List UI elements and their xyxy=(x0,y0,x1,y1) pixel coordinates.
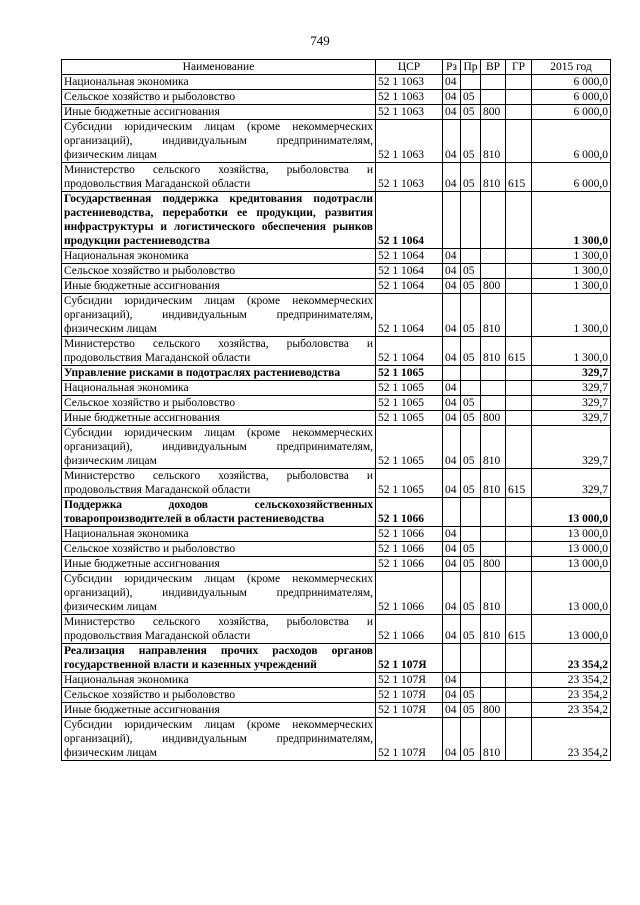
cell-vr xyxy=(481,366,506,381)
cell-rz: 04 xyxy=(443,105,461,120)
cell-rz: 04 xyxy=(443,469,461,498)
cell-rz: 04 xyxy=(443,542,461,557)
cell-vr: 810 xyxy=(481,163,506,192)
cell-pr xyxy=(461,366,481,381)
cell-pr: 05 xyxy=(461,542,481,557)
budget-table xyxy=(61,59,611,761)
cell-csr: 52 1 1063 xyxy=(376,105,443,120)
cell-csr: 52 1 1065 xyxy=(376,469,443,498)
table-header-row xyxy=(62,60,611,75)
cell-pr: 05 xyxy=(461,279,481,294)
table-row xyxy=(62,294,611,337)
cell-amount: 1 300,0 xyxy=(532,249,611,264)
cell-vr xyxy=(481,644,506,673)
table-row xyxy=(62,249,611,264)
cell-csr: 52 1 1066 xyxy=(376,615,443,644)
cell-name: Субсидии юридическим лицам (кроме некоммерческих организаций), индивидуальным предпринимателям, физическим лицам xyxy=(62,294,376,337)
cell-pr: 05 xyxy=(461,469,481,498)
cell-name: Национальная экономика xyxy=(62,75,376,90)
cell-vr: 810 xyxy=(481,426,506,469)
cell-pr: 05 xyxy=(461,615,481,644)
cell-csr: 52 1 1066 xyxy=(376,572,443,615)
table-row xyxy=(62,264,611,279)
cell-gr xyxy=(506,264,532,279)
cell-csr: 52 1 1064 xyxy=(376,294,443,337)
cell-pr: 05 xyxy=(461,718,481,761)
cell-amount: 329,7 xyxy=(532,381,611,396)
cell-rz: 04 xyxy=(443,426,461,469)
cell-amount: 23 354,2 xyxy=(532,673,611,688)
cell-amount: 13 000,0 xyxy=(532,542,611,557)
cell-name: Иные бюджетные ассигнования xyxy=(62,279,376,294)
cell-amount: 329,7 xyxy=(532,469,611,498)
cell-pr xyxy=(461,249,481,264)
table-row xyxy=(62,90,611,105)
cell-gr xyxy=(506,396,532,411)
cell-pr xyxy=(461,644,481,673)
cell-gr xyxy=(506,192,532,249)
table-row xyxy=(62,120,611,163)
table-row xyxy=(62,527,611,542)
cell-amount: 6 000,0 xyxy=(532,90,611,105)
cell-gr xyxy=(506,105,532,120)
cell-gr: 615 xyxy=(506,337,532,366)
cell-pr: 05 xyxy=(461,105,481,120)
cell-gr xyxy=(506,249,532,264)
cell-vr: 810 xyxy=(481,469,506,498)
cell-gr xyxy=(506,673,532,688)
table-row xyxy=(62,498,611,527)
cell-csr: 52 1 107Я xyxy=(376,644,443,673)
cell-pr: 05 xyxy=(461,688,481,703)
cell-pr: 05 xyxy=(461,396,481,411)
cell-gr xyxy=(506,703,532,718)
cell-vr xyxy=(481,688,506,703)
cell-amount: 6 000,0 xyxy=(532,75,611,90)
cell-amount: 329,7 xyxy=(532,366,611,381)
cell-vr: 800 xyxy=(481,105,506,120)
cell-pr xyxy=(461,192,481,249)
cell-pr: 05 xyxy=(461,411,481,426)
table-row xyxy=(62,426,611,469)
cell-amount: 23 354,2 xyxy=(532,644,611,673)
cell-pr: 05 xyxy=(461,703,481,718)
table-row xyxy=(62,337,611,366)
cell-rz: 04 xyxy=(443,673,461,688)
cell-rz: 04 xyxy=(443,557,461,572)
cell-gr xyxy=(506,572,532,615)
cell-name: Поддержка доходов сельскохозяйственных товаропроизводителей в области растениеводства xyxy=(62,498,376,527)
cell-csr: 52 1 1065 xyxy=(376,426,443,469)
cell-pr: 05 xyxy=(461,90,481,105)
cell-name: Иные бюджетные ассигнования xyxy=(62,557,376,572)
cell-name: Управление рисками в подотраслях растениеводства xyxy=(62,366,376,381)
cell-pr: 05 xyxy=(461,572,481,615)
cell-vr xyxy=(481,264,506,279)
cell-rz: 04 xyxy=(443,294,461,337)
cell-pr: 05 xyxy=(461,426,481,469)
cell-vr: 800 xyxy=(481,411,506,426)
cell-rz: 04 xyxy=(443,264,461,279)
cell-gr xyxy=(506,718,532,761)
cell-vr xyxy=(481,249,506,264)
cell-name: Субсидии юридическим лицам (кроме некоммерческих организаций), индивидуальным предпринимателям, физическим лицам xyxy=(62,718,376,761)
cell-csr: 52 1 107Я xyxy=(376,703,443,718)
cell-rz: 04 xyxy=(443,703,461,718)
cell-pr: 05 xyxy=(461,264,481,279)
cell-rz: 04 xyxy=(443,527,461,542)
cell-gr xyxy=(506,381,532,396)
cell-vr: 810 xyxy=(481,120,506,163)
cell-csr: 52 1 1063 xyxy=(376,163,443,192)
table-row xyxy=(62,469,611,498)
cell-amount: 23 354,2 xyxy=(532,688,611,703)
cell-csr: 52 1 1066 xyxy=(376,498,443,527)
cell-rz: 04 xyxy=(443,75,461,90)
table-row xyxy=(62,688,611,703)
cell-rz: 04 xyxy=(443,718,461,761)
table-row xyxy=(62,192,611,249)
cell-rz: 04 xyxy=(443,120,461,163)
cell-vr xyxy=(481,673,506,688)
header-name: Наименование xyxy=(62,60,376,75)
table-row xyxy=(62,279,611,294)
cell-amount: 13 000,0 xyxy=(532,615,611,644)
table-row xyxy=(62,105,611,120)
cell-vr xyxy=(481,90,506,105)
cell-rz: 04 xyxy=(443,572,461,615)
cell-csr: 52 1 107Я xyxy=(376,688,443,703)
cell-csr: 52 1 1065 xyxy=(376,411,443,426)
cell-vr xyxy=(481,75,506,90)
cell-amount: 329,7 xyxy=(532,396,611,411)
cell-vr: 800 xyxy=(481,703,506,718)
table-row xyxy=(62,572,611,615)
cell-gr xyxy=(506,294,532,337)
table-row xyxy=(62,411,611,426)
cell-pr xyxy=(461,498,481,527)
cell-gr xyxy=(506,542,532,557)
cell-csr: 52 1 1065 xyxy=(376,396,443,411)
table-row xyxy=(62,703,611,718)
cell-name: Сельское хозяйство и рыболовство xyxy=(62,90,376,105)
cell-name: Субсидии юридическим лицам (кроме некоммерческих организаций), индивидуальным предпринимателям, физическим лицам xyxy=(62,572,376,615)
cell-csr: 52 1 1064 xyxy=(376,264,443,279)
cell-gr xyxy=(506,644,532,673)
cell-gr: 615 xyxy=(506,615,532,644)
cell-pr: 05 xyxy=(461,337,481,366)
cell-vr: 800 xyxy=(481,279,506,294)
cell-amount: 13 000,0 xyxy=(532,557,611,572)
cell-name: Министерство сельского хозяйства, рыболовства и продовольствия Магаданской области xyxy=(62,163,376,192)
header-csr: ЦСР xyxy=(376,60,443,75)
cell-pr: 05 xyxy=(461,294,481,337)
cell-vr: 800 xyxy=(481,557,506,572)
cell-gr xyxy=(506,557,532,572)
cell-rz: 04 xyxy=(443,249,461,264)
cell-gr: 615 xyxy=(506,469,532,498)
table-row xyxy=(62,615,611,644)
table-row xyxy=(62,718,611,761)
table-row xyxy=(62,542,611,557)
cell-gr xyxy=(506,527,532,542)
cell-amount: 6 000,0 xyxy=(532,105,611,120)
cell-gr xyxy=(506,411,532,426)
cell-name: Национальная экономика xyxy=(62,527,376,542)
table-row xyxy=(62,557,611,572)
cell-amount: 6 000,0 xyxy=(532,120,611,163)
cell-amount: 23 354,2 xyxy=(532,703,611,718)
cell-csr: 52 1 1064 xyxy=(376,279,443,294)
cell-name: Министерство сельского хозяйства, рыболовства и продовольствия Магаданской области xyxy=(62,337,376,366)
cell-rz: 04 xyxy=(443,90,461,105)
cell-csr: 52 1 1063 xyxy=(376,90,443,105)
cell-name: Национальная экономика xyxy=(62,249,376,264)
table-row xyxy=(62,644,611,673)
header-vr: ВР xyxy=(481,60,506,75)
cell-amount: 1 300,0 xyxy=(532,192,611,249)
cell-pr xyxy=(461,673,481,688)
table-row xyxy=(62,673,611,688)
cell-amount: 329,7 xyxy=(532,411,611,426)
cell-csr: 52 1 1063 xyxy=(376,120,443,163)
cell-rz xyxy=(443,366,461,381)
cell-rz: 04 xyxy=(443,337,461,366)
cell-csr: 52 1 107Я xyxy=(376,673,443,688)
cell-name: Государственная поддержка кредитования подотрасли растениеводства, переработки ее продукции, развития инфраструктуры и логистического обеспечения рынков продукции растениеводства xyxy=(62,192,376,249)
table-row xyxy=(62,163,611,192)
cell-gr xyxy=(506,279,532,294)
cell-name: Сельское хозяйство и рыболовство xyxy=(62,264,376,279)
table-row xyxy=(62,396,611,411)
cell-csr: 52 1 1066 xyxy=(376,557,443,572)
table-row xyxy=(62,75,611,90)
cell-csr: 52 1 1065 xyxy=(376,366,443,381)
header-pr: Пр xyxy=(461,60,481,75)
cell-name: Сельское хозяйство и рыболовство xyxy=(62,688,376,703)
header-gr: ГР xyxy=(506,60,532,75)
cell-rz xyxy=(443,498,461,527)
cell-rz xyxy=(443,192,461,249)
cell-gr xyxy=(506,120,532,163)
cell-name: Национальная экономика xyxy=(62,381,376,396)
cell-csr: 52 1 1064 xyxy=(376,249,443,264)
cell-name: Министерство сельского хозяйства, рыболовства и продовольствия Магаданской области xyxy=(62,615,376,644)
cell-vr: 810 xyxy=(481,615,506,644)
cell-csr: 52 1 1064 xyxy=(376,192,443,249)
cell-amount: 6 000,0 xyxy=(532,163,611,192)
cell-amount: 13 000,0 xyxy=(532,498,611,527)
cell-gr xyxy=(506,90,532,105)
cell-rz: 04 xyxy=(443,411,461,426)
cell-name: Иные бюджетные ассигнования xyxy=(62,703,376,718)
cell-vr xyxy=(481,542,506,557)
cell-amount: 329,7 xyxy=(532,426,611,469)
table-row xyxy=(62,381,611,396)
cell-pr xyxy=(461,527,481,542)
cell-amount: 13 000,0 xyxy=(532,572,611,615)
table-body xyxy=(62,75,611,761)
cell-rz: 04 xyxy=(443,688,461,703)
cell-name: Реализация направления прочих расходов органов государственной власти и казенных учреждений xyxy=(62,644,376,673)
cell-amount: 1 300,0 xyxy=(532,294,611,337)
page-number: 749 xyxy=(310,33,330,48)
cell-vr xyxy=(481,381,506,396)
cell-vr xyxy=(481,527,506,542)
cell-name: Сельское хозяйство и рыболовство xyxy=(62,542,376,557)
cell-name: Иные бюджетные ассигнования xyxy=(62,105,376,120)
cell-gr xyxy=(506,366,532,381)
cell-amount: 1 300,0 xyxy=(532,279,611,294)
cell-vr xyxy=(481,498,506,527)
cell-name: Сельское хозяйство и рыболовство xyxy=(62,396,376,411)
cell-csr: 52 1 107Я xyxy=(376,718,443,761)
cell-pr: 05 xyxy=(461,163,481,192)
cell-csr: 52 1 1066 xyxy=(376,527,443,542)
cell-pr: 05 xyxy=(461,120,481,163)
header-rz: Рз xyxy=(443,60,461,75)
cell-gr: 615 xyxy=(506,163,532,192)
cell-vr xyxy=(481,192,506,249)
cell-amount: 1 300,0 xyxy=(532,337,611,366)
cell-name: Иные бюджетные ассигнования xyxy=(62,411,376,426)
cell-vr: 810 xyxy=(481,337,506,366)
cell-gr xyxy=(506,426,532,469)
cell-pr: 05 xyxy=(461,557,481,572)
cell-amount: 23 354,2 xyxy=(532,718,611,761)
cell-gr xyxy=(506,75,532,90)
cell-rz: 04 xyxy=(443,279,461,294)
cell-amount: 1 300,0 xyxy=(532,264,611,279)
cell-gr xyxy=(506,688,532,703)
cell-rz: 04 xyxy=(443,396,461,411)
cell-name: Субсидии юридическим лицам (кроме некоммерческих организаций), индивидуальным предпринимателям, физическим лицам xyxy=(62,426,376,469)
header-year: 2015 год xyxy=(532,60,611,75)
cell-rz: 04 xyxy=(443,163,461,192)
cell-vr: 810 xyxy=(481,572,506,615)
cell-pr xyxy=(461,75,481,90)
cell-csr: 52 1 1064 xyxy=(376,337,443,366)
cell-amount: 13 000,0 xyxy=(532,527,611,542)
cell-gr xyxy=(506,498,532,527)
cell-rz: 04 xyxy=(443,381,461,396)
cell-vr: 810 xyxy=(481,718,506,761)
table-row xyxy=(62,366,611,381)
cell-rz: 04 xyxy=(443,615,461,644)
cell-name: Министерство сельского хозяйства, рыболовства и продовольствия Магаданской области xyxy=(62,469,376,498)
cell-vr: 810 xyxy=(481,294,506,337)
cell-rz xyxy=(443,644,461,673)
cell-pr xyxy=(461,381,481,396)
cell-csr: 52 1 1063 xyxy=(376,75,443,90)
cell-name: Субсидии юридическим лицам (кроме некоммерческих организаций), индивидуальным предпринимателям, физическим лицам xyxy=(62,120,376,163)
cell-csr: 52 1 1066 xyxy=(376,542,443,557)
cell-csr: 52 1 1065 xyxy=(376,381,443,396)
cell-vr xyxy=(481,396,506,411)
cell-name: Национальная экономика xyxy=(62,673,376,688)
